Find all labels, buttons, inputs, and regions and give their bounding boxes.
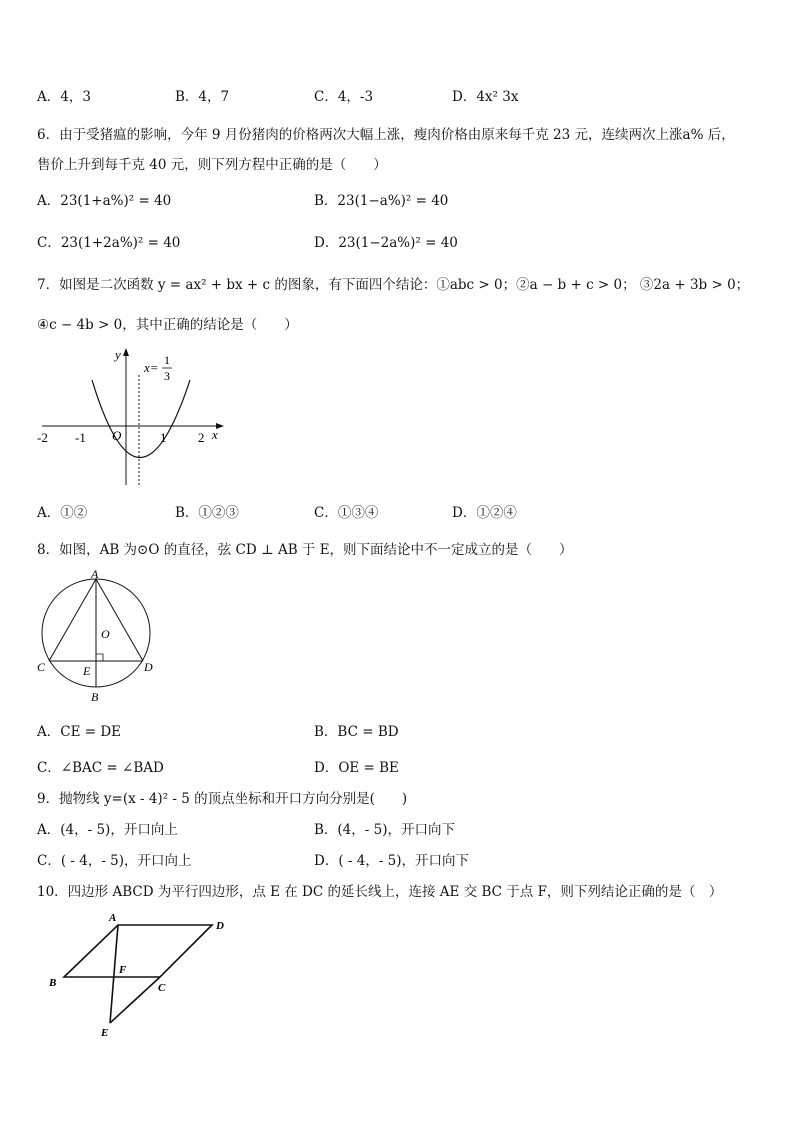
fraction-numerator: 1 (164, 353, 170, 367)
y-axis-arrow (123, 348, 129, 356)
segment-ae (110, 925, 118, 1023)
q8-option-a: A．CE = DE (37, 724, 122, 740)
point-e-label: E (83, 664, 91, 678)
fraction-denominator: 3 (164, 369, 170, 383)
right-angle-mark (96, 654, 103, 661)
q7-option-d: D．①②④ (452, 505, 517, 521)
symmetry-axis-label: x= (144, 360, 159, 375)
q7-stem-line1: 7．如图是二次函数 y = ax² + bx + c 的图象，有下面四个结论：①abc > 0；②a − b + c > 0； ③2a + 3b > 0； (37, 277, 750, 293)
point-c-label: C (37, 660, 46, 674)
point-a-label: A (91, 567, 99, 581)
y-axis-label: y (115, 347, 121, 362)
q8-option-c: C．∠BAC = ∠BAD (37, 760, 164, 776)
q9-option-d: D．( - 4，- 5)，开口向下 (314, 853, 470, 869)
segment-ac (49, 579, 96, 661)
q8-stem: 8．如图，AB 为⊙O 的直径，弦 CD ⊥ AB 于 E，则下面结论中不一定成立的是（ ） (37, 542, 573, 558)
point-d-label: D (144, 660, 153, 674)
point-c-label: C (158, 982, 166, 994)
q8-option-b: B．BC = BD (314, 724, 399, 740)
q8-option-d: D．OE = BE (314, 760, 399, 776)
q9-option-c: C．( - 4，- 5)，开口向上 (37, 853, 192, 869)
q5-option-d: D．4x² 3x (452, 89, 519, 105)
origin-label: O (112, 428, 122, 443)
q5-option-a: A．4，3 (37, 89, 91, 105)
q5-option-c: C．4，-3 (314, 89, 374, 105)
q9-option-a: A．(4，- 5)，开口向上 (37, 822, 178, 838)
point-a-label: A (109, 912, 117, 924)
point-b-label: B (49, 977, 57, 989)
q6-stem-line2: 售价上升到每千克 40 元，则下列方程中正确的是（ ） (37, 157, 387, 173)
tick-label: -2 (37, 430, 48, 445)
q7-stem-line2: ④c − 4b > 0，其中正确的结论是（ ） (37, 317, 298, 333)
tick-label: 1 (160, 430, 167, 445)
q7-option-c: C．①③④ (314, 505, 379, 521)
parabola-curve (92, 380, 190, 458)
parallelogram-abcd (64, 925, 212, 977)
point-b-label: B (91, 690, 99, 704)
q8-circle-figure (30, 567, 160, 707)
q6-stem-line1: 6．由于受猪瘟的影响，今年 9 月份猪肉的价格两次大幅上涨，瘦肉价格由原来每千克 23 元，连续两次上涨a% 后， (37, 127, 735, 143)
q6-option-d: D．23(1−2a%)² = 40 (314, 235, 458, 251)
q7-option-b: B．①②③ (175, 505, 239, 521)
q6-option-a: A．23(1+a%)² = 40 (37, 193, 172, 209)
segment-ce (110, 977, 160, 1023)
q9-stem: 9．抛物线 y=(x - 4)² - 5 的顶点坐标和开口方向分别是( ) (37, 791, 408, 807)
q6-option-b: B．23(1−a%)² = 40 (314, 193, 449, 209)
tick-label: -1 (75, 430, 86, 445)
segment-ad (96, 579, 143, 661)
point-f-label: F (119, 964, 127, 976)
q7-option-a: A．①② (37, 505, 88, 521)
q10-parallelogram-figure (40, 905, 240, 1040)
q10-stem: 10．四边形 ABCD 为平行四边形，点 E 在 DC 的延长线上，连接 AE 交 BC 于点 F，则下列结论正确的是（ ） (37, 884, 723, 900)
point-o-label: O (101, 627, 110, 641)
point-d-label: D (216, 920, 224, 932)
tick-label: 2 (198, 430, 205, 445)
point-e-label: E (101, 1027, 109, 1039)
q6-option-c: C．23(1+2a%)² = 40 (37, 235, 181, 251)
x-axis-label: x (212, 427, 218, 442)
q5-option-b: B．4，7 (175, 89, 230, 105)
q7-parabola-figure (30, 345, 230, 490)
q9-option-b: B．(4，- 5)，开口向下 (314, 822, 455, 838)
